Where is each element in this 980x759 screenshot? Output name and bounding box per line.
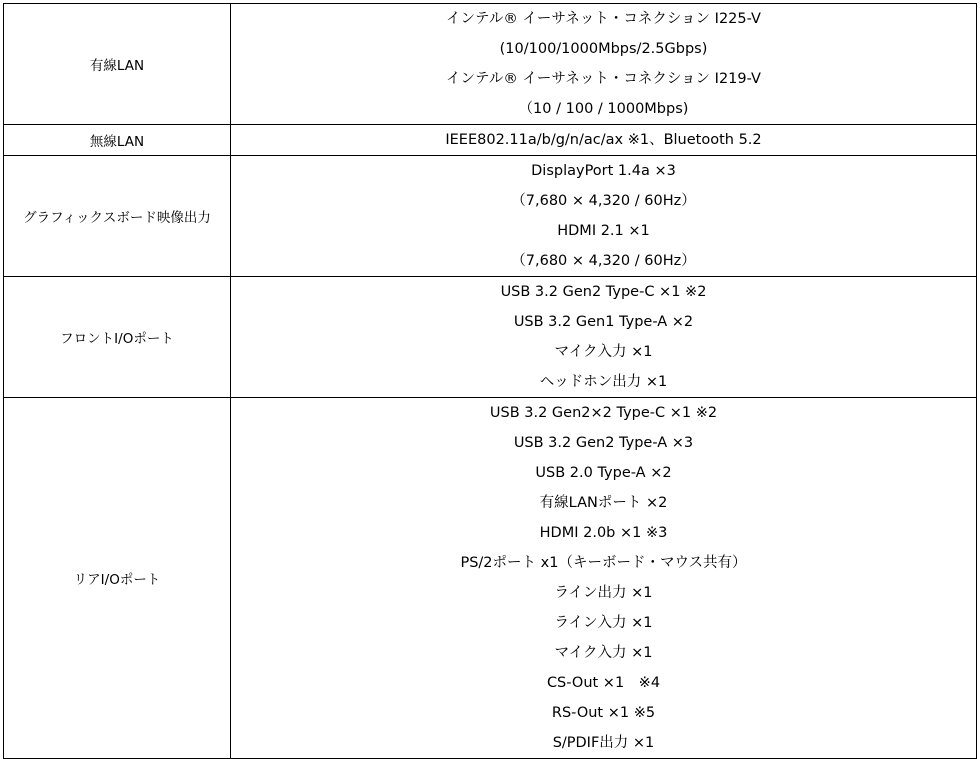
- spec-value-line: （7,680 × 4,320 / 60Hz）: [511, 253, 696, 269]
- spec-value-line: DisplayPort 1.4a ×3: [531, 163, 676, 179]
- spec-value-cell: [231, 398, 977, 759]
- spec-table: [3, 3, 977, 759]
- spec-value-line: S/PDIF出力 ×1: [552, 735, 655, 751]
- spec-value-cell: [231, 156, 977, 277]
- spec-value-line: USB 3.2 Gen2 Type-A ×3: [513, 435, 694, 451]
- spec-value-cell: [231, 277, 977, 398]
- spec-value-line: CS-Out ×1 ※4: [546, 675, 661, 691]
- spec-value-line: インテル® イーサネット・コネクション I225-V: [446, 11, 761, 27]
- spec-value-line: (10/100/1000Mbps/2.5Gbps): [499, 41, 708, 57]
- spec-value-cell: [231, 4, 977, 125]
- spec-value-line: 有線LANポート ×2: [539, 495, 668, 511]
- spec-row: [4, 125, 977, 156]
- spec-value-line: ヘッドホン出力 ×1: [539, 374, 668, 390]
- spec-value-cell: [231, 125, 977, 156]
- spec-label: 有線LAN: [4, 4, 231, 125]
- spec-row: [4, 398, 977, 759]
- spec-label: フロントI/Oポート: [4, 277, 231, 398]
- spec-value-line: USB 2.0 Type-A ×2: [535, 465, 672, 481]
- spec-value-line: マイク入力 ×1: [554, 645, 653, 661]
- spec-value-line: HDMI 2.0b ×1 ※3: [539, 525, 668, 541]
- spec-value-line: （10 / 100 / 1000Mbps): [518, 101, 689, 117]
- spec-value-line: （7,680 × 4,320 / 60Hz）: [511, 193, 696, 209]
- spec-value-line: ライン入力 ×1: [554, 615, 653, 631]
- spec-label: 無線LAN: [4, 125, 231, 156]
- spec-value-line: ライン出力 ×1: [554, 585, 653, 601]
- spec-table-body: [4, 4, 977, 759]
- spec-value-line: HDMI 2.1 ×1: [557, 223, 650, 239]
- spec-value-line: PS/2ポート x1（キーボード・マウス共有）: [460, 555, 747, 571]
- spec-value-line: RS-Out ×1 ※5: [551, 705, 656, 721]
- spec-value-line: インテル® イーサネット・コネクション I219-V: [446, 71, 761, 87]
- spec-value-line: USB 3.2 Gen2×2 Type-C ×1 ※2: [489, 405, 718, 421]
- spec-value-line: IEEE802.11a/b/g/n/ac/ax ※1、Bluetooth 5.2: [445, 132, 762, 148]
- spec-row: [4, 277, 977, 398]
- spec-value-line: USB 3.2 Gen2 Type-C ×1 ※2: [500, 284, 707, 300]
- spec-value-line: USB 3.2 Gen1 Type-A ×2: [513, 314, 694, 330]
- spec-value-line: マイク入力 ×1: [554, 344, 653, 360]
- spec-row: [4, 4, 977, 125]
- spec-label: グラフィックスボード映像出力: [4, 156, 231, 277]
- spec-label: リアI/Oポート: [4, 398, 231, 759]
- spec-row: [4, 156, 977, 277]
